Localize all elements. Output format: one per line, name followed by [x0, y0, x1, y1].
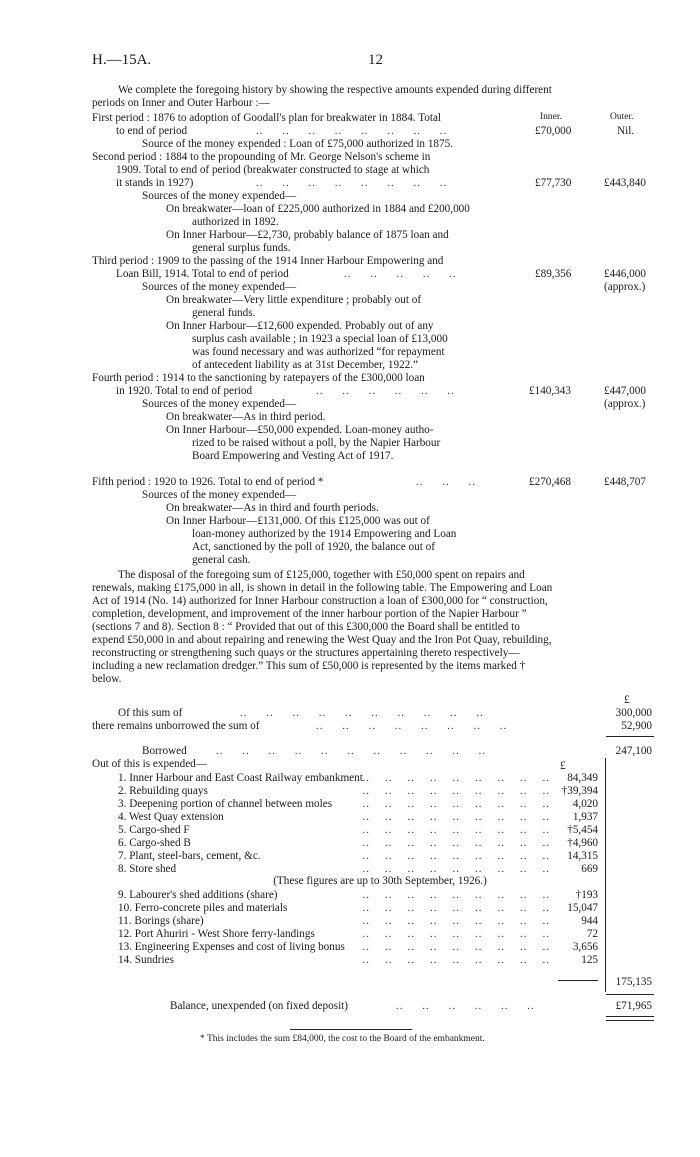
leader-dots: .. .. .. .. .. .. .. ..	[256, 125, 448, 137]
period-3-breakwater: On breakwater—Very little expenditure ; probably out of	[166, 294, 422, 306]
period-3-outer: £446,000	[604, 268, 646, 280]
leader-dots: .. .. .. .. .. .. .. .. ..	[362, 915, 550, 927]
period-2-line: it stands in 1927)	[116, 177, 194, 189]
leader-dots: .. .. .. .. .. .. .. .. ..	[362, 798, 550, 810]
leader-dots: .. .. .. .. .. ..	[396, 1000, 535, 1012]
period-4-inner: £140,343	[529, 385, 571, 397]
expended-label: Out of this is expended—	[92, 758, 207, 770]
unborrowed-value: 52,900	[621, 720, 652, 732]
period-4-inner-harbour: Board Empowering and Vesting Act of 1917.	[192, 450, 394, 462]
period-4-sources: Sources of the money expended—	[142, 398, 297, 410]
expenditure-item-label: 14. Sundries	[118, 954, 174, 966]
period-2-outer: £443,840	[604, 177, 646, 189]
expenditure-item-value: 72	[586, 928, 598, 940]
period-4-outer-note: (approx.)	[604, 398, 646, 410]
period-4-line: Fourth period : 1914 to the sanctioning by ratepayers of the £300,000 loan	[92, 372, 425, 384]
leader-dots: .. .. .. .. .. .. .. .. ..	[362, 902, 550, 914]
rule	[558, 980, 598, 981]
leader-dots: .. .. .. .. .. .. .. .. .. ..	[240, 707, 484, 719]
period-3-inner-harbour: was found necessary and was authorized “for repayment	[192, 346, 445, 358]
expenditure-item-value: 15,047	[567, 902, 598, 914]
period-3-sources: Sources of the money expended—	[142, 281, 297, 293]
disposal-paragraph-line: (sections 7 and 8). Section 8 : “ Provided that out of this £300,000 the Board shall be entitled to	[92, 621, 520, 633]
expenditure-item-value: 4,020	[572, 798, 598, 810]
period-4-line: in 1920. Total to end of period	[116, 385, 253, 397]
disposal-paragraph-line: below.	[92, 673, 122, 685]
disposal-paragraph-line: including a new reclamation dredger.” This sum of £50,000 is represented by the items marked †	[92, 660, 526, 672]
rule	[606, 736, 654, 737]
figures-note: (These figures are up to 30th September, 1926.)	[273, 875, 487, 887]
expenditure-item-label: 3. Deepening portion of channel between moles	[118, 798, 333, 810]
period-2-inner: £77,730	[535, 177, 572, 189]
period-4-outer: £447,000	[604, 385, 646, 397]
period-5-sources: Sources of the money expended—	[142, 489, 297, 501]
period-5-inner-harbour: loan-money authorized by the 1914 Empowering and Loan	[192, 528, 457, 540]
double-rule	[606, 1016, 654, 1021]
page-number: 12	[368, 52, 383, 68]
leader-dots: .. .. .. .. .. .. .. .. ..	[362, 837, 550, 849]
expenditure-item-label: 11. Borings (share)	[118, 915, 204, 927]
leader-dots: .. .. .. .. .. .. .. .. .. .. ..	[216, 745, 486, 757]
period-5-line: Fifth period : 1920 to 1926. Total to end of period *	[92, 476, 324, 488]
expenditure-item-value: 669	[581, 863, 598, 875]
unborrowed-label: there remains unborrowed the sum of	[92, 720, 260, 732]
period-3-line: Third period : 1909 to the passing of the 1914 Inner Harbour Empowering and	[92, 255, 444, 267]
leader-dots: .. .. .. .. .. .. .. .. ..	[362, 889, 550, 901]
period-5-inner-harbour: general cash.	[192, 554, 251, 566]
expenditure-item-value: †4,960	[567, 837, 598, 849]
footnote-rule	[290, 1029, 412, 1030]
period-2-inner-harbour: general surplus funds.	[192, 242, 291, 254]
expenditure-item-label: 5. Cargo-shed F	[118, 824, 190, 836]
expenditure-item-value: 14,315	[567, 850, 598, 862]
period-2-breakwater: authorized in 1892.	[192, 216, 279, 228]
period-5-inner-harbour: Act, sanctioned by the poll of 1920, the balance out of	[192, 541, 435, 553]
leader-dots: .. .. .. .. .. ..	[316, 385, 455, 397]
disposal-paragraph-line: reconstructing or strengthening such quays or the structures appertaining thereto respectively—	[92, 647, 520, 659]
disposal-paragraph-line: The disposal of the foregoing sum of £125,000, together with £50,000 spent on repairs and	[118, 569, 525, 581]
leader-dots: .. .. .. .. .. .. .. .. ..	[362, 863, 550, 875]
leader-dots: .. .. ..	[416, 476, 476, 488]
expenditure-item-label: 4. West Quay extension	[118, 811, 224, 823]
leader-dots: .. .. .. .. .. .. .. .. ..	[362, 785, 550, 797]
expenditure-item-label: 9. Labourer's shed additions (share)	[118, 889, 278, 901]
expenditure-item-value: †5,454	[567, 824, 598, 836]
period-1-outer: Nil.	[617, 125, 635, 137]
leader-dots: .. .. .. .. .. .. .. .. ..	[362, 824, 550, 836]
balance-value: £71,965	[615, 1000, 652, 1012]
period-3-inner: £89,356	[535, 268, 572, 280]
disposal-paragraph-line: renewals, making £175,000 in all, is shown in detail in the following table. The Empowering and Loan	[92, 582, 553, 594]
expenditure-item-value: 125	[581, 954, 598, 966]
leader-dots: .. .. .. .. .. .. .. .. ..	[362, 772, 550, 784]
period-4-breakwater: On breakwater—As in third period.	[166, 411, 326, 423]
period-2-sources: Sources of the money expended—	[142, 190, 297, 202]
balance-label: Balance, unexpended (on fixed deposit)	[170, 1000, 349, 1012]
period-2-breakwater: On breakwater—loan of £225,000 authorized in 1884 and £200,000	[166, 203, 470, 215]
period-4-inner-harbour: On Inner Harbour—£50,000 expended. Loan-money autho-	[166, 424, 434, 436]
leader-dots: .. .. .. .. .. .. .. .. ..	[362, 811, 550, 823]
column-rule	[605, 758, 606, 992]
period-3-inner-harbour: of antecedent liability as at 31st December, 1922.”	[192, 359, 419, 371]
intro-line: We complete the foregoing history by showing the respective amounts expended during different	[118, 84, 552, 96]
expenditure-item-label: 10. Ferro-concrete piles and materials	[118, 902, 288, 914]
borrowed-value: 247,100	[615, 745, 652, 757]
period-3-inner-harbour: surplus cash available ; in 1923 a special loan of £13,000	[192, 333, 448, 345]
expenditure-item-value: 3,656	[572, 941, 598, 953]
period-3-line: Loan Bill, 1914. Total to end of period	[116, 268, 289, 280]
expenditure-item-label: 1. Inner Harbour and East Coast Railway embankment	[118, 772, 363, 784]
period-2-inner-harbour: On Inner Harbour—£2,730, probably balance of 1875 loan and	[166, 229, 449, 241]
disposal-paragraph-line: completion, development, and improvement of the inner harbour portion of the Napier Harbour ”	[92, 608, 527, 620]
expenditure-item-label: 13. Engineering Expenses and cost of living bonus	[118, 941, 345, 953]
borrowed-label: Borrowed	[142, 745, 187, 757]
expenditure-item-value: †193	[575, 889, 598, 901]
period-5-breakwater: On breakwater—As in third and fourth periods.	[166, 502, 379, 514]
pound-symbol: £	[624, 694, 630, 706]
period-2-line: Second period : 1884 to the propounding of Mr. George Nelson's scheme in	[92, 151, 431, 163]
disposal-paragraph-line: expend £50,000 in and about repairing and renewing the West Quay and the Iron Pot Quay, rebuilding,	[92, 634, 552, 646]
of-this-sum-label: Of this sum of	[118, 707, 183, 719]
disposal-paragraph-line: Act of 1914 (No. 14) authorized for Inner Harbour construction a loan of £300,000 for “ construction,	[92, 595, 548, 607]
of-this-sum-value: 300,000	[615, 707, 652, 719]
expenditure-item-value: 1,937	[572, 811, 598, 823]
leader-dots: .. .. .. .. ..	[344, 268, 457, 280]
leader-dots: .. .. .. .. .. .. .. .. ..	[362, 850, 550, 862]
total-expended-value: 175,135	[615, 976, 652, 988]
period-1-line: First period : 1876 to adoption of Goodall's plan for breakwater in 1884. Total	[92, 112, 442, 124]
leader-dots: .. .. .. .. .. .. .. ..	[256, 177, 448, 189]
period-1-line: to end of period	[116, 125, 188, 137]
expenditure-item-label: 8. Store shed	[118, 863, 177, 875]
column-header-outer: Outer.	[610, 112, 634, 122]
period-5-inner: £270,468	[529, 476, 571, 488]
period-4-inner-harbour: rized to be raised without a poll, by the Napier Harbour	[192, 437, 441, 449]
period-5-outer: £448,707	[604, 476, 646, 488]
footnote: * This includes the sum £84,000, the cost to the Board of the embankment.	[200, 1034, 485, 1044]
period-5-inner-harbour: On Inner Harbour—£131,000. Of this £125,000 was out of	[166, 515, 430, 527]
leader-dots: .. .. .. .. .. .. .. .. ..	[362, 928, 550, 940]
expenditure-item-value: 84,349	[567, 772, 598, 784]
period-1-inner: £70,000	[535, 125, 572, 137]
leader-dots: .. .. .. .. .. .. .. .. ..	[362, 941, 550, 953]
period-3-outer-note: (approx.)	[604, 281, 646, 293]
period-1-source: Source of the money expended : Loan of £75,000 authorized in 1875.	[142, 138, 453, 150]
period-3-inner-harbour: On Inner Harbour—£12,600 expended. Probably out of any	[166, 320, 434, 332]
pound-symbol: £	[560, 760, 566, 772]
rule	[606, 994, 654, 995]
period-3-breakwater: general funds.	[192, 307, 256, 319]
expenditure-item-label: 6. Cargo-shed B	[118, 837, 191, 849]
column-header-inner: Inner.	[540, 112, 562, 122]
expenditure-item-value: †39,394	[561, 785, 598, 797]
leader-dots: .. .. .. .. .. .. .. ..	[316, 720, 508, 732]
expenditure-item-value: 944	[581, 915, 598, 927]
period-2-line: 1909. Total to end of period (breakwater constructed to stage at which	[116, 164, 430, 176]
intro-line: periods on Inner and Outer Harbour :—	[92, 97, 270, 109]
expenditure-item-label: 7. Plant, steel-bars, cement, &c.	[118, 850, 261, 862]
expenditure-item-label: 12. Port Ahuriri - West Shore ferry-landings	[118, 928, 315, 940]
expenditure-item-label: 2. Rebuilding quays	[118, 785, 208, 797]
leader-dots: .. .. .. .. .. .. .. .. ..	[362, 954, 550, 966]
document-reference: H.—15A.	[92, 52, 152, 68]
